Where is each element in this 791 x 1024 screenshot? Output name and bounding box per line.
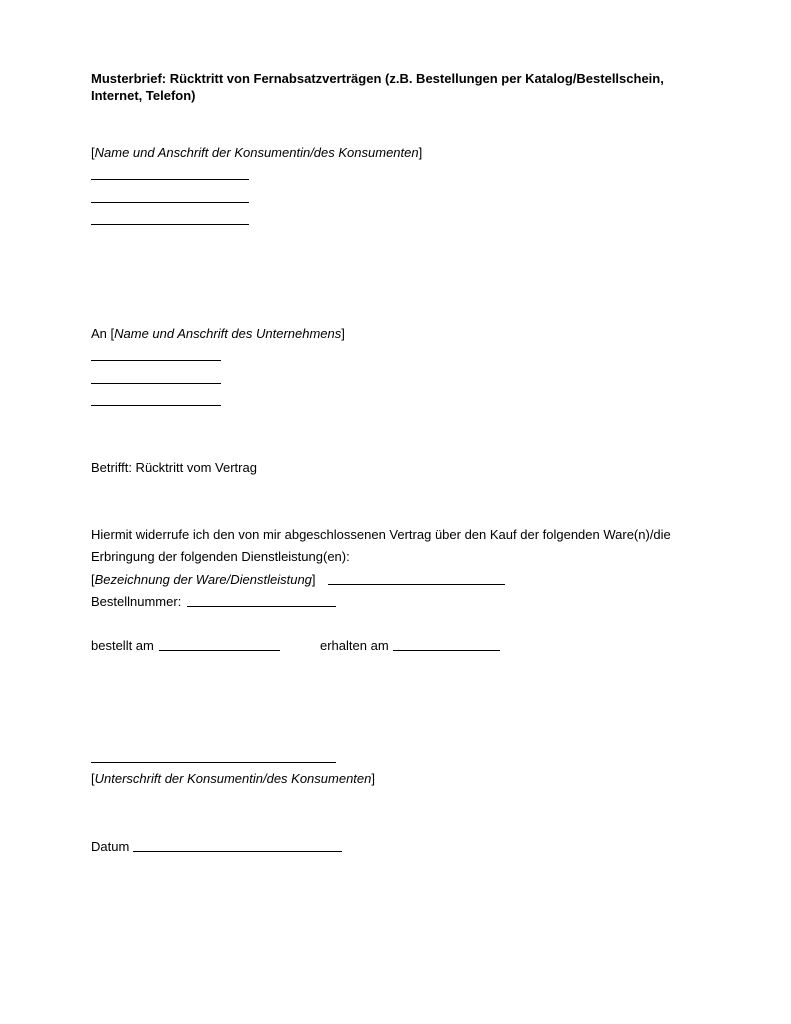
consumer-address-line-3[interactable] (91, 224, 249, 225)
company-placeholder: Name und Anschrift des Unternehmens (114, 326, 342, 341)
body-line-2: Erbringung der folgenden Dienstleistung(en): (91, 549, 350, 564)
consumer-address-label (91, 144, 422, 161)
date-label: Datum (91, 839, 130, 854)
signature-label (91, 770, 375, 787)
bracket: ] (341, 326, 345, 341)
date-field[interactable] (133, 851, 342, 852)
signature-field[interactable] (91, 762, 336, 763)
body-line-1: Hiermit widerrufe ich den von mir abgeschlossenen Vertrag über den Kauf der folgenden Ware(n)/die (91, 527, 671, 542)
bracket: [ (91, 771, 95, 786)
consumer-address-line-1[interactable] (91, 179, 249, 180)
bracket: ] (418, 145, 423, 160)
title-line-1: Musterbrief: Rücktritt von Fernabsatzverträgen (z.B. Bestellungen per Katalog/Bestellschein, (91, 71, 664, 86)
order-number-field[interactable] (187, 606, 336, 607)
order-number-label: Bestellnummer: (91, 594, 182, 609)
signature-placeholder: Unterschrift der Konsumentin/des Konsumenten (94, 771, 372, 786)
prefix: An [ (91, 326, 115, 341)
title-line-2: Internet, Telefon) (91, 88, 196, 103)
document-title (91, 70, 691, 104)
bracket: [ (91, 572, 95, 587)
subject-line: Betrifft: Rücktritt vom Vertrag (91, 460, 257, 475)
bracket: ] (311, 572, 316, 587)
ordered-on-label: bestellt am (91, 638, 154, 653)
received-on-label: erhalten am (320, 638, 389, 653)
item-field[interactable] (328, 584, 505, 585)
ordered-on-field[interactable] (159, 650, 280, 651)
company-address-line-2[interactable] (91, 383, 221, 384)
consumer-placeholder: Name und Anschrift der Konsumentin/des Konsumenten (94, 145, 419, 160)
item-placeholder-text: Bezeichnung der Ware/Dienstleistung (94, 572, 312, 587)
bracket: ] (371, 771, 376, 786)
company-address-line-3[interactable] (91, 405, 221, 406)
consumer-address-line-2[interactable] (91, 202, 249, 203)
company-address-label (91, 325, 345, 342)
company-address-line-1[interactable] (91, 360, 221, 361)
bracket: [ (91, 145, 95, 160)
item-row (91, 571, 316, 588)
received-on-field[interactable] (393, 650, 500, 651)
